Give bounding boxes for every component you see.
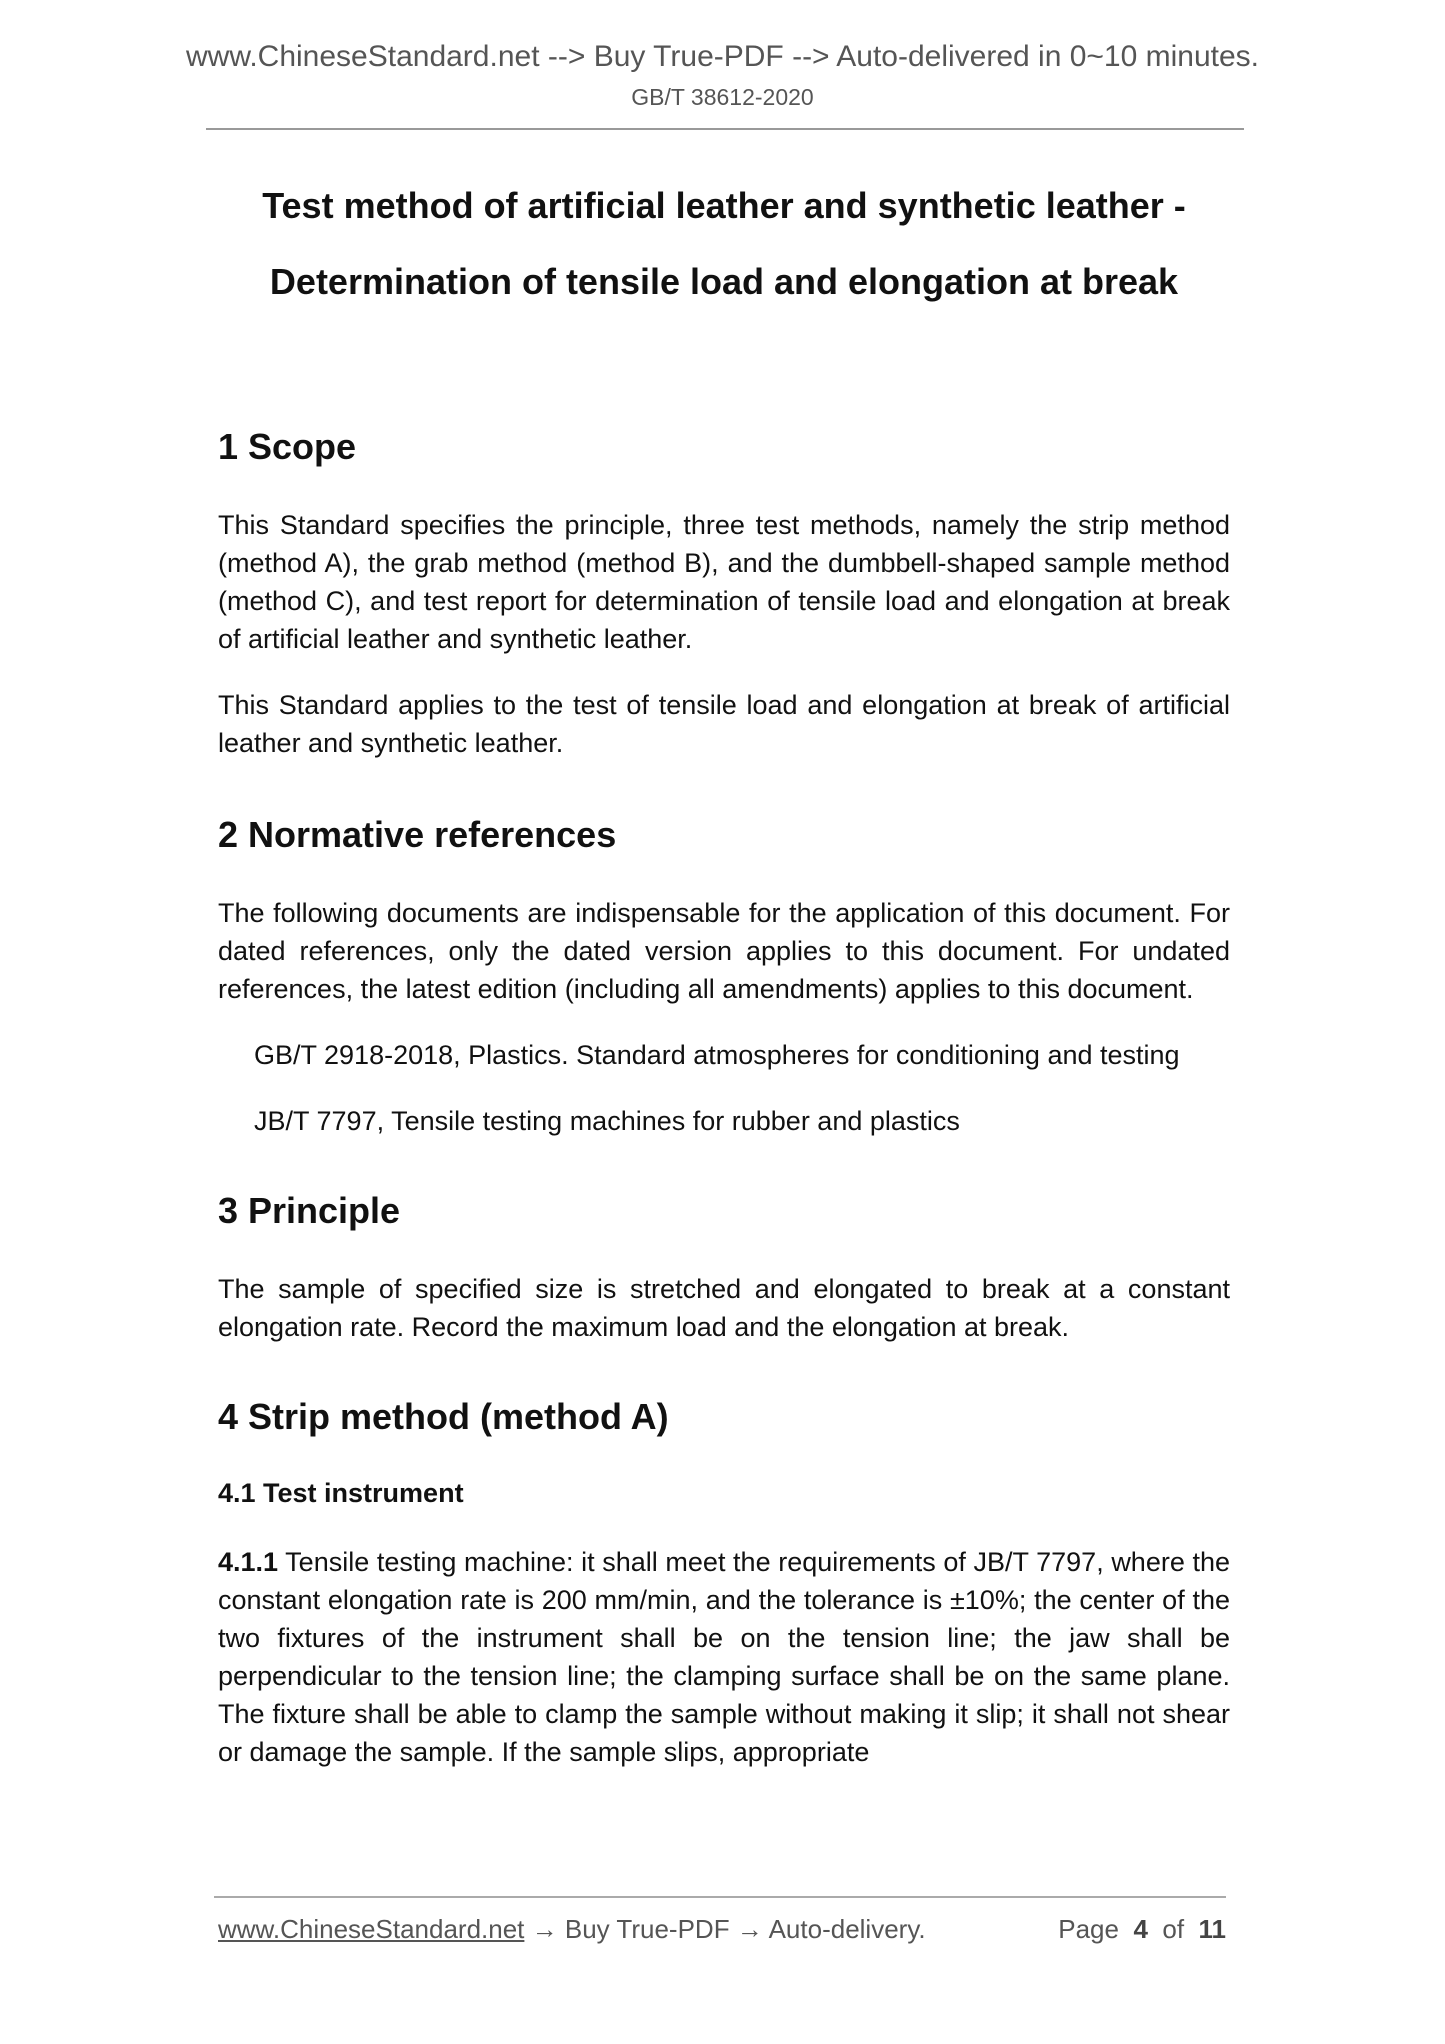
arrow-right-icon: → bbox=[531, 1914, 558, 1944]
clause-number: 4.1.1 bbox=[218, 1547, 279, 1577]
principle-paragraph-1: The sample of specified size is stretched and elongated to break at a constant elongation rate. Record the maximum load and the elongation at break. bbox=[218, 1274, 1230, 1342]
scope-paragraph-1: This Standard specifies the principle, three test methods, namely the strip method (method A), the grab method (method B), and the dumbbell-shaped sample method (method C), and test report for determination of tensile load and elongation at break of artificial leather and synthetic leather. bbox=[218, 510, 1230, 654]
header-standard-number: GB/T 38612-2020 bbox=[631, 84, 814, 110]
document-title-line-1: Test method of artificial leather and synthetic leather - bbox=[262, 185, 1186, 226]
page-current: 4 bbox=[1133, 1914, 1148, 1944]
section-heading-normative-references: 2 Normative references bbox=[218, 814, 617, 855]
normative-paragraph-1: The following documents are indispensable for the application of this document. For dated references, only the dated version applies to this document. For undated references, the latest edition (including all amendments) applies to this document. bbox=[218, 898, 1230, 1004]
page-of: of bbox=[1162, 1914, 1185, 1944]
document-title-line-2: Determination of tensile load and elongation at break bbox=[269, 261, 1179, 302]
section-heading-strip-method: 4 Strip method (method A) bbox=[218, 1396, 669, 1437]
footer-site-link[interactable]: www.ChineseStandard.net bbox=[218, 1914, 525, 1944]
footer-buy-text: Buy True-PDF bbox=[557, 1914, 737, 1944]
footer-divider bbox=[214, 1896, 1226, 1898]
footer-auto-text: Auto-delivery. bbox=[762, 1914, 926, 1944]
page-total: 11 bbox=[1198, 1914, 1226, 1944]
scope-paragraph-2: This Standard applies to the test of tensile load and elongation at break of artificial leather and synthetic leather. bbox=[218, 690, 1230, 758]
footer-left bbox=[218, 1914, 926, 1945]
subsection-heading-test-instrument: 4.1 Test instrument bbox=[218, 1478, 464, 1508]
clause-4-1-1 bbox=[218, 1543, 1230, 1771]
header-site-line: www.ChineseStandard.net --> Buy True-PDF --> Auto-delivered in 0~10 minutes. bbox=[185, 40, 1260, 73]
arrow-right-icon: → bbox=[736, 1914, 763, 1944]
section-heading-principle: 3 Principle bbox=[218, 1190, 401, 1231]
normative-reference-2: JB/T 7797, Tensile testing machines for rubber and plastics bbox=[254, 1106, 960, 1136]
page-label: Page bbox=[1058, 1914, 1119, 1944]
document-body bbox=[218, 168, 1230, 1771]
header-divider bbox=[206, 128, 1244, 130]
normative-reference-1: GB/T 2918-2018, Plastics. Standard atmospheres for conditioning and testing bbox=[254, 1040, 1180, 1070]
page-indicator bbox=[1058, 1914, 1226, 1945]
clause-text: Tensile testing machine: it shall meet the requirements of JB/T 7797, where the constant elongation rate is 200 mm/min, and the tolerance is ±10%; the center of the two fixtures of the instrument shall be on the tension line; the jaw shall be perpendicular to the tension line; the clamping surface shall be on the same plane. The fixture shall be able to clamp the sample without making it slip; it shall not shear or damage the sample. If the sample slips, appropriate bbox=[218, 1547, 1230, 1767]
section-heading-scope: 1 Scope bbox=[218, 426, 357, 467]
